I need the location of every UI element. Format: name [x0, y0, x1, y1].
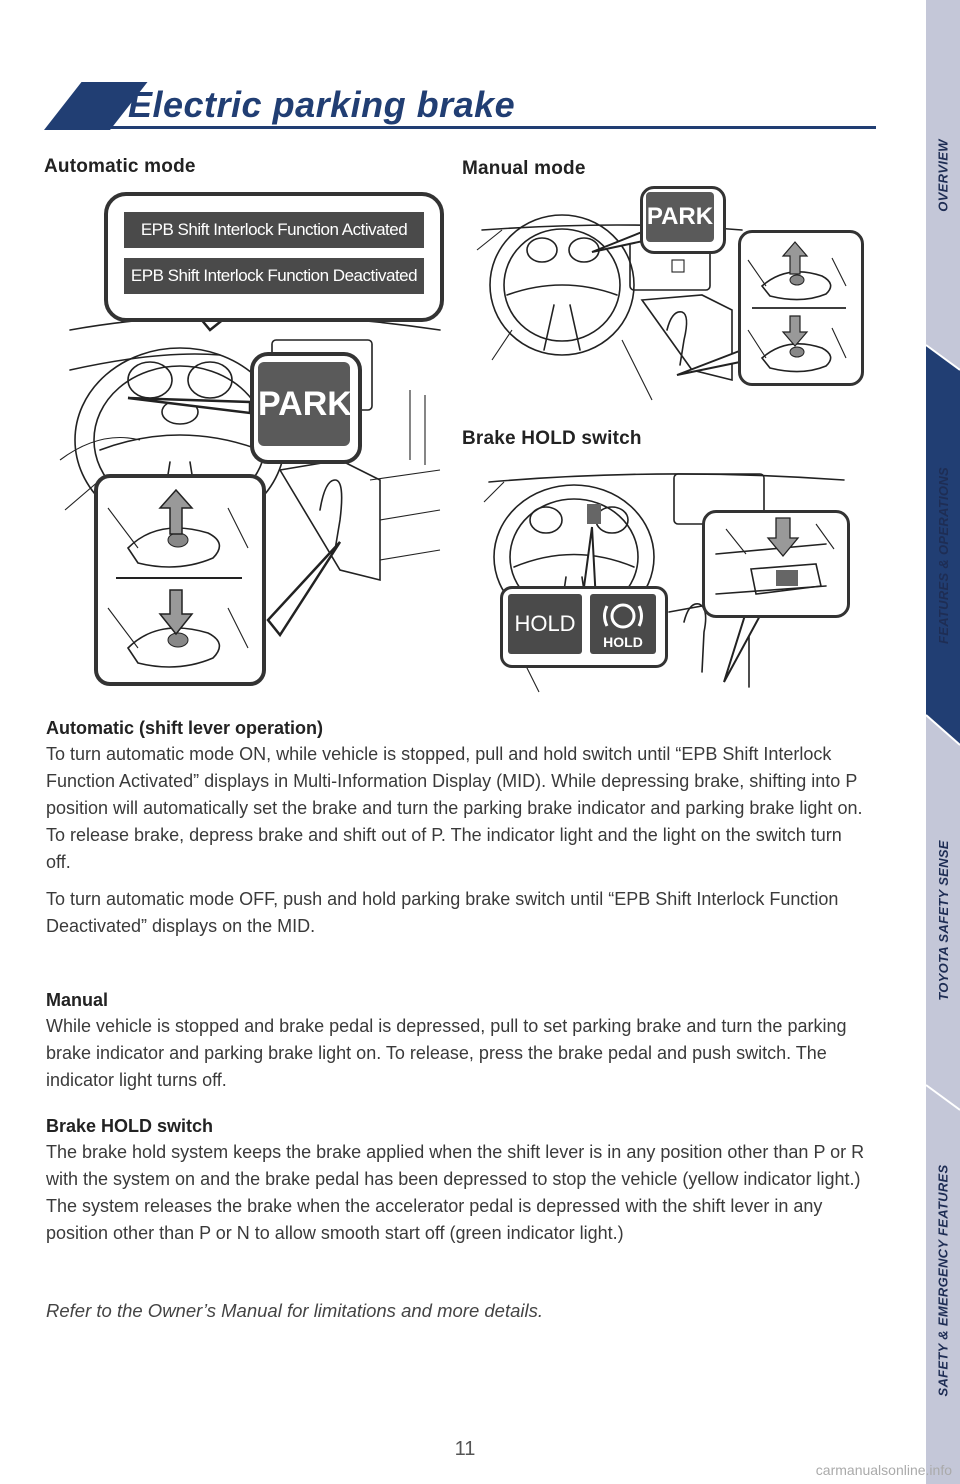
msg-activated: EPB Shift Interlock Function Activated: [124, 212, 424, 248]
park-indicator-large-face: PARK: [258, 362, 350, 446]
section-automatic-p2: To turn automatic mode OFF, push and hold parking brake switch until “EPB Shift Interlock Function Deactivated” displays on the MID.: [46, 889, 839, 936]
watermark: carmanualsonline.info: [815, 1462, 952, 1478]
section-automatic: [46, 716, 866, 940]
hold-icon-label: HOLD: [603, 634, 643, 650]
tab-features-operations[interactable]: FEATURES & OPERATIONS: [935, 466, 951, 644]
manual-mode-label: Manual mode: [462, 158, 586, 179]
section-automatic-p1: To turn automatic mode ON, while vehicle is stopped, pull and hold switch until “EPB Shift Interlock Function Activated” displays in Multi-Information Display (MID). While depressing brake, shifting into P position will automatically set the brake and turn the parking brake indicator and parking brake light on. To release brake, depress brake and shift out of P. The indicator light and the light on the switch turn off.: [46, 744, 863, 872]
section-tabs: [926, 0, 960, 1484]
section-hold: [46, 1114, 866, 1247]
tab-overview[interactable]: OVERVIEW: [935, 138, 951, 212]
park-indicator-small-face: PARK: [646, 192, 714, 242]
msg-deactivated: EPB Shift Interlock Function Deactivated: [124, 258, 424, 294]
section-automatic-title: Automatic (shift lever operation): [46, 718, 324, 738]
hold-switch-press: [706, 514, 842, 610]
section-manual: [46, 988, 866, 1094]
tab-safety-emergency[interactable]: SAFETY & EMERGENCY FEATURES: [935, 1163, 951, 1397]
tab-toyota-safety-sense[interactable]: TOYOTA SAFETY SENSE: [935, 839, 951, 1001]
section-manual-title: Manual: [46, 990, 109, 1010]
section-hold-title: Brake HOLD switch: [46, 1116, 214, 1136]
page-title: Electric parking brake: [128, 84, 516, 125]
owners-manual-note: Refer to the Owner’s Manual for limitations and more details.: [46, 1300, 543, 1321]
section-hold-p1: The brake hold system keeps the brake applied when the shift lever is in any position other than P or R with the system on and the brake pedal has been depressed to stop the vehicle (yellow indicator light.) The system releases the brake when the accelerator pedal is depressed with the shift lever in any position other than P or N to allow smooth start off (green indicator light.): [46, 1142, 865, 1243]
header-rule: [96, 126, 876, 129]
parking-switch-manual: [742, 234, 856, 378]
parking-switch-pull-push: [98, 478, 258, 678]
automatic-mode-label: Automatic mode: [44, 156, 196, 177]
brake-hold-label: Brake HOLD switch: [462, 428, 642, 449]
hold-text-indicator: HOLD: [508, 594, 582, 654]
page-number: 11: [454, 1438, 476, 1460]
section-manual-p1: While vehicle is stopped and brake pedal is depressed, pull to set parking brake and turn the parking brake indicator and parking brake light on. To release, press the brake pedal and push switch. The indicator light turns off.: [46, 1016, 847, 1090]
